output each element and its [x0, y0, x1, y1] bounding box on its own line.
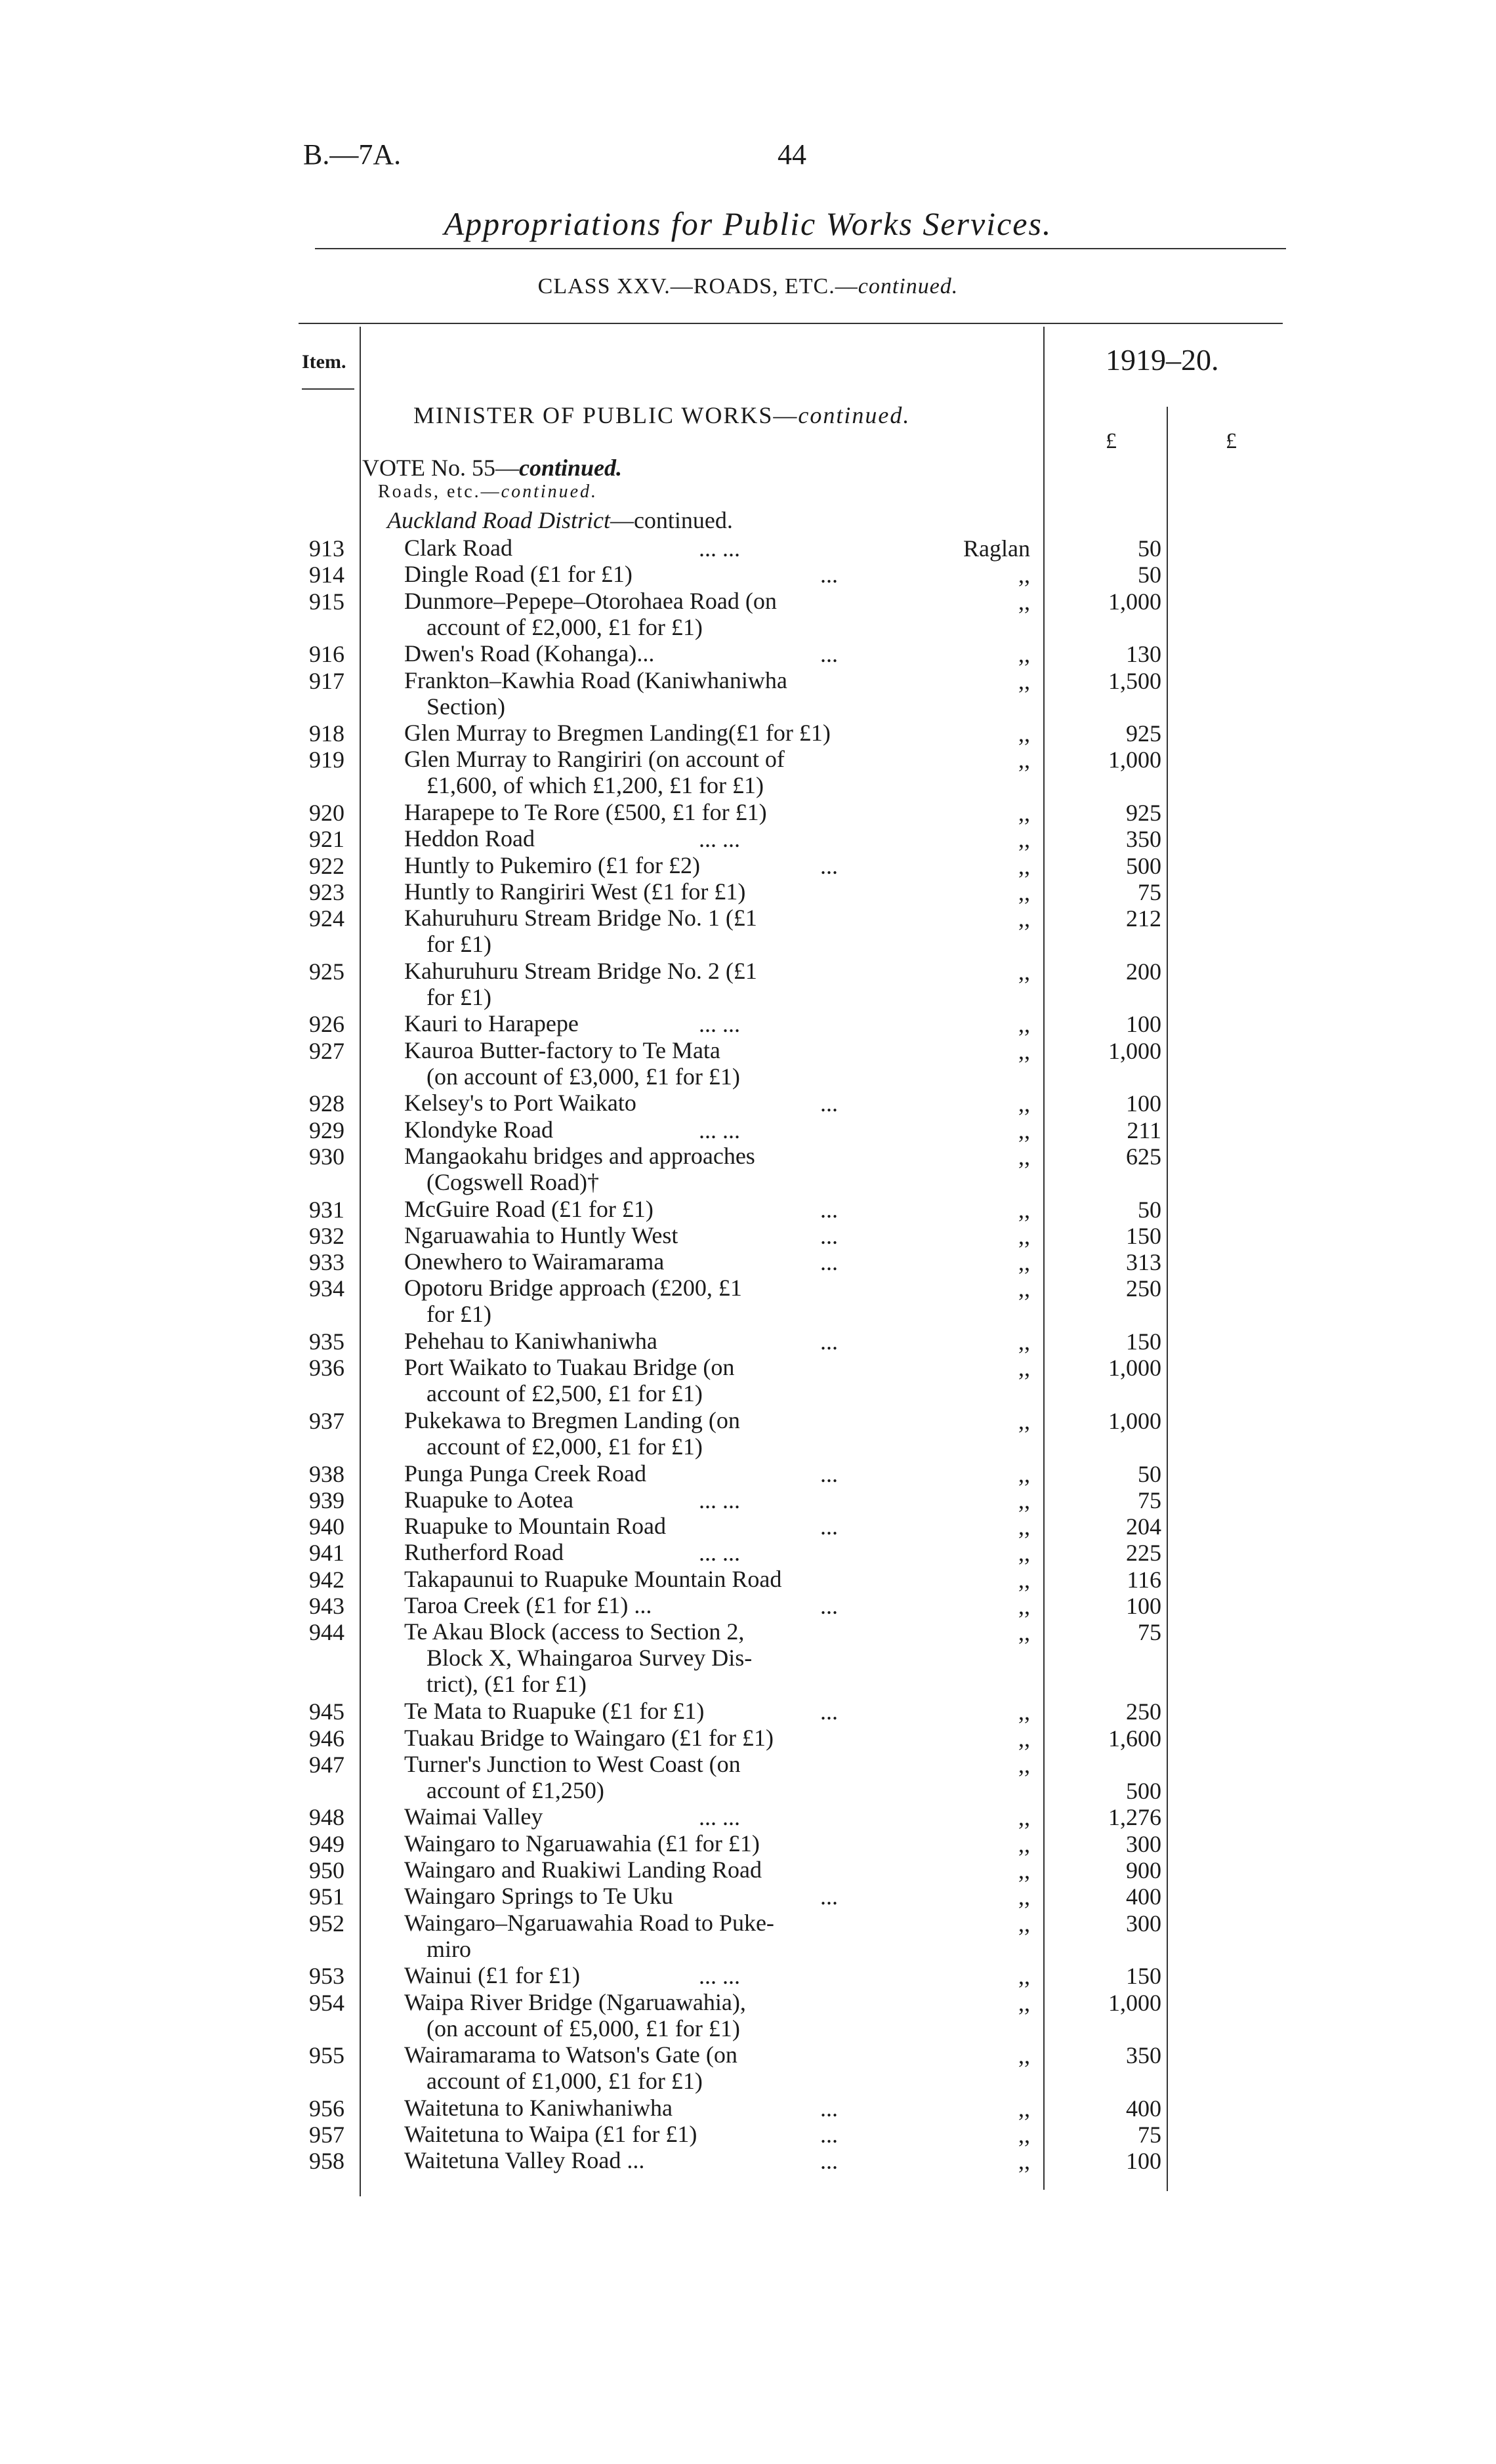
item-number: 940: [309, 1513, 344, 1540]
amount-value: 50: [1138, 1460, 1161, 1487]
amount-value: 75: [1138, 1487, 1161, 1513]
district-ditto: ,,: [1018, 958, 1030, 985]
item-number: 958: [309, 2148, 344, 2175]
amount-value: 130: [1126, 641, 1161, 668]
description-line: Onewhero to Wairamarama: [404, 1248, 665, 1275]
amount-value: 1,000: [1108, 1355, 1161, 1382]
item-number: 953: [309, 1963, 344, 1990]
district-ditto: ,,: [1018, 905, 1030, 932]
description-line: Wainui (£1 for £1): [404, 1962, 581, 1989]
item-description: [404, 1487, 942, 1513]
item-number: 952: [309, 1910, 344, 1937]
district-ditto: ,,: [1018, 667, 1030, 694]
district-ditto: ,,: [1018, 1883, 1030, 1910]
item-number: 918: [309, 720, 344, 747]
description-line: Dunmore–Pepepe–Otorohaea Road (on: [404, 587, 777, 614]
amount-value: 925: [1126, 720, 1161, 747]
amount-value: 75: [1138, 878, 1161, 905]
item-description: [404, 1910, 942, 1962]
amount-value: 1,000: [1108, 1037, 1161, 1064]
district-ditto: ,,: [1018, 641, 1030, 668]
item-description: [404, 1222, 942, 1248]
item-description: [404, 1196, 942, 1222]
district-ditto: ,,: [1018, 1619, 1030, 1646]
item-number: 946: [309, 1725, 344, 1752]
item-number: 920: [309, 800, 344, 826]
district-ditto: ,,: [1018, 2122, 1030, 2148]
amount-value: 250: [1126, 1275, 1161, 1302]
description-line: Waipa River Bridge (Ngaruawahia),: [404, 1988, 746, 2015]
amount-value: 100: [1126, 1593, 1161, 1619]
dot-leader: ...: [820, 2095, 838, 2122]
amount-value: 116: [1127, 1566, 1161, 1593]
description-line: for £1): [426, 983, 491, 1010]
item-number: 955: [309, 2042, 344, 2069]
description-line: Port Waikato to Tuakau Bridge (on: [404, 1354, 735, 1381]
item-number: 934: [309, 1275, 344, 1302]
item-description: [404, 1117, 942, 1143]
description-line: Waingaro and Ruakiwi Landing Road: [404, 1857, 762, 1883]
amount-value: 300: [1126, 1830, 1161, 1857]
item-number: 933: [309, 1249, 344, 1276]
district-ditto: ,,: [1018, 1355, 1030, 1382]
district-ditto: ,,: [1018, 1725, 1030, 1752]
description-line: account of £2,000, £1 for £1): [426, 1433, 703, 1460]
amount-value: 1,500: [1108, 667, 1161, 694]
item-description: [404, 2042, 942, 2094]
district-ditto: ,,: [1018, 1328, 1030, 1355]
description-line: Waingaro–Ngaruawahia Road to Puke-: [404, 1909, 774, 1936]
description-line: Waitetuna Valley Road ...: [404, 2147, 645, 2174]
dot-leader: ...: [820, 1328, 838, 1355]
item-description: [404, 640, 942, 667]
description-line: Klondyke Road: [404, 1116, 553, 1143]
item-description: [404, 1883, 942, 1909]
description-line: Taroa Creek (£1 for £1) ...: [404, 1592, 652, 1618]
amount-value: 150: [1126, 1222, 1161, 1249]
description-line: Dwen's Road (Kohanga)...: [404, 640, 655, 667]
amount-value: 225: [1126, 1540, 1161, 1567]
district-ditto: Raglan: [963, 535, 1030, 562]
description-line: Waitetuna to Kaniwhaniwha: [404, 2094, 673, 2121]
page-reference: B.—7A.: [303, 138, 402, 171]
district-ditto: ,,: [1018, 1830, 1030, 1857]
dot-leader: ...: [820, 1222, 838, 1249]
description-line: Kahuruhuru Stream Bridge No. 1 (£1: [404, 905, 757, 932]
dot-leader: ...: [820, 1196, 838, 1223]
district-ditto: ,,: [1018, 747, 1030, 773]
description-line: McGuire Road (£1 for £1): [404, 1195, 654, 1222]
district-ditto: ,,: [1018, 1407, 1030, 1434]
item-description: [404, 1857, 942, 1883]
year-column-header: 1919–20.: [1106, 343, 1219, 377]
item-description: [404, 720, 942, 746]
dot-leader: ... ...: [699, 535, 740, 562]
description-line: £1,600, of which £1,200, £1 for £1): [426, 772, 764, 799]
description-line: Pukekawa to Bregmen Landing (on: [404, 1407, 740, 1433]
amount-value: 100: [1126, 2148, 1161, 2175]
amount-value: 400: [1126, 1883, 1161, 1910]
item-number: 921: [309, 826, 344, 853]
district-ditto: ,,: [1018, 1249, 1030, 1276]
dot-leader: ... ...: [699, 1487, 740, 1513]
item-number: 951: [309, 1883, 344, 1910]
amount-value: 1,276: [1108, 1804, 1161, 1831]
district-ditto: ,,: [1018, 2148, 1030, 2175]
amount-value: 625: [1126, 1143, 1161, 1170]
district-ditto: ,,: [1018, 852, 1030, 879]
item-number: 950: [309, 1857, 344, 1883]
item-number: 944: [309, 1619, 344, 1646]
item-description: [404, 1539, 942, 1565]
amount-value: 100: [1126, 1090, 1161, 1117]
dot-leader: ... ...: [699, 1117, 740, 1143]
amount-value: 100: [1126, 1011, 1161, 1038]
description-line: Waingaro Springs to Te Uku: [404, 1883, 673, 1910]
roads-subheading: Roads, etc.—continued.: [378, 482, 598, 502]
page-title: Appropriations for Public Works Services.: [444, 205, 1052, 242]
item-description: [404, 535, 942, 561]
item-number: 942: [309, 1566, 344, 1593]
description-line: Harapepe to Te Rore (£500, £1 for £1): [404, 799, 767, 825]
item-number: 930: [309, 1143, 344, 1170]
item-number: 954: [309, 1989, 344, 2016]
dot-leader: ...: [820, 1883, 838, 1910]
district-ditto: ,,: [1018, 1090, 1030, 1117]
item-number: 925: [309, 958, 344, 985]
item-description: [404, 1830, 942, 1857]
district-ditto: ,,: [1018, 1989, 1030, 2016]
item-description: [404, 825, 942, 852]
item-number: 913: [309, 535, 344, 562]
description-line: Waitetuna to Waipa (£1 for £1): [404, 2121, 697, 2147]
amount-value: 1,000: [1108, 747, 1161, 773]
district-ditto: ,,: [1018, 1196, 1030, 1223]
dot-leader: ... ...: [699, 826, 740, 853]
item-description: [404, 1698, 942, 1724]
item-number: 947: [309, 1751, 344, 1778]
item-description: [404, 1513, 942, 1539]
item-number: 937: [309, 1407, 344, 1434]
amount-value: 50: [1138, 1196, 1161, 1223]
district-subheading: Auckland Road District—continued.: [387, 507, 733, 533]
item-number: 943: [309, 1593, 344, 1619]
district-ditto: ,,: [1018, 1037, 1030, 1064]
item-number: 928: [309, 1090, 344, 1117]
item-number: 935: [309, 1328, 344, 1355]
district-ditto: ,,: [1018, 2042, 1030, 2069]
item-description: [404, 1275, 942, 1327]
description-line: Glen Murray to Bregmen Landing(£1 for £1): [404, 720, 831, 747]
description-line: trict), (£1 for £1): [426, 1671, 587, 1698]
district-ditto: ,,: [1018, 720, 1030, 747]
item-description: [404, 1989, 942, 2042]
item-description: [404, 1143, 942, 1195]
description-line: Section): [426, 693, 505, 720]
item-number: 923: [309, 878, 344, 905]
description-line: Turner's Junction to West Coast (on: [404, 1750, 741, 1777]
description-line: Kauroa Butter-factory to Te Mata: [404, 1037, 720, 1063]
item-number: 932: [309, 1222, 344, 1249]
amount-value: 1,600: [1108, 1725, 1161, 1752]
description-line: Kelsey's to Port Waikato: [404, 1090, 636, 1117]
item-description: [404, 2095, 942, 2121]
amount-value: 200: [1126, 958, 1161, 985]
district-ditto: ,,: [1018, 878, 1030, 905]
amount-value: 313: [1126, 1249, 1161, 1276]
item-number: 945: [309, 1698, 344, 1725]
district-ditto: ,,: [1018, 1011, 1030, 1038]
item-column-header: Item.: [302, 351, 346, 373]
district-ditto: ,,: [1018, 1593, 1030, 1619]
district-ditto: ,,: [1018, 1963, 1030, 1990]
item-description: [404, 1592, 942, 1618]
district-ditto: ,,: [1018, 1751, 1030, 1778]
district-ditto: ,,: [1018, 2095, 1030, 2122]
amount-value: 150: [1126, 1963, 1161, 1990]
description-line: account of £1,000, £1 for £1): [426, 2068, 703, 2095]
dot-leader: ...: [820, 2148, 838, 2175]
item-description: [404, 878, 942, 905]
description-line: Ngaruawahia to Huntly West: [404, 1222, 678, 1248]
dot-leader: ...: [820, 852, 838, 879]
description-line: Huntly to Pukemiro (£1 for £2): [404, 852, 700, 878]
description-line: Ruapuke to Mountain Road: [404, 1513, 666, 1540]
district-ditto: ,,: [1018, 1540, 1030, 1567]
item-description: [404, 1354, 942, 1407]
item-description: [404, 1248, 942, 1275]
item-number: 924: [309, 905, 344, 932]
item-number: 956: [309, 2095, 344, 2122]
item-number: 949: [309, 1830, 344, 1857]
amount-value: 150: [1126, 1328, 1161, 1355]
description-line: Kauri to Harapepe: [404, 1010, 579, 1037]
item-description: [404, 588, 942, 640]
item-description: [404, 561, 942, 587]
item-number: 939: [309, 1487, 344, 1513]
district-ditto: ,,: [1018, 800, 1030, 826]
minister-heading: MINISTER OF PUBLIC WORKS—continued.: [413, 402, 911, 428]
description-line: Huntly to Rangiriri West (£1 for £1): [404, 878, 746, 905]
amount-value: 500: [1126, 1778, 1161, 1805]
dot-leader: ...: [820, 641, 838, 668]
item-description: [404, 1618, 942, 1697]
description-line: Clark Road: [404, 535, 512, 561]
district-ditto: ,,: [1018, 1117, 1030, 1143]
description-line: Glen Murray to Rangiriri (on account of: [404, 746, 785, 773]
amount-value: 211: [1127, 1117, 1161, 1143]
item-description: [404, 2121, 942, 2147]
dot-leader: ... ...: [699, 1963, 740, 1990]
description-line: (on account of £5,000, £1 for £1): [426, 2015, 740, 2042]
item-number: 948: [309, 1804, 344, 1831]
description-line: Mangaokahu bridges and approaches: [404, 1142, 755, 1169]
description-line: Dingle Road (£1 for £1): [404, 561, 633, 588]
district-ditto: ,,: [1018, 1275, 1030, 1302]
item-description: [404, 1010, 942, 1037]
item-number: 936: [309, 1355, 344, 1382]
description-line: Waingaro to Ngaruawahia (£1 for £1): [404, 1830, 760, 1857]
item-number: 922: [309, 852, 344, 879]
description-line: account of £1,250): [426, 1776, 604, 1803]
description-line: Te Mata to Ruapuke (£1 for £1): [404, 1698, 705, 1725]
description-line: account of £2,500, £1 for £1): [426, 1380, 703, 1407]
item-description: [404, 1962, 942, 1988]
amount-value: 400: [1126, 2095, 1161, 2122]
item-number: 938: [309, 1460, 344, 1487]
description-line: Waimai Valley: [404, 1803, 543, 1830]
amount-value: 1,000: [1108, 1407, 1161, 1434]
district-ditto: ,,: [1018, 826, 1030, 853]
amount-value: 75: [1138, 2122, 1161, 2148]
dot-leader: ... ...: [699, 1011, 740, 1038]
description-line: Frankton–Kawhia Road (Kaniwhaniwha: [404, 667, 787, 693]
item-number: 919: [309, 747, 344, 773]
description-line: Takapaunui to Ruapuke Mountain Road: [404, 1565, 782, 1592]
item-number: 931: [309, 1196, 344, 1223]
dot-leader: ...: [820, 1460, 838, 1487]
dot-leader: ...: [820, 1513, 838, 1540]
item-number: 941: [309, 1540, 344, 1567]
item-number: 927: [309, 1037, 344, 1064]
item-description: [404, 1725, 942, 1751]
amount-value: 212: [1126, 905, 1161, 932]
amount-value: 300: [1126, 1910, 1161, 1937]
description-line: for £1): [426, 1301, 491, 1328]
item-number: 917: [309, 667, 344, 694]
item-number: 926: [309, 1011, 344, 1038]
item-number: 929: [309, 1117, 344, 1143]
amount-value: 1,000: [1108, 1989, 1161, 2016]
district-ditto: ,,: [1018, 1857, 1030, 1883]
district-ditto: ,,: [1018, 1698, 1030, 1725]
district-ditto: ,,: [1018, 1222, 1030, 1249]
district-ditto: ,,: [1018, 1566, 1030, 1593]
description-line: Kahuruhuru Stream Bridge No. 2 (£1: [404, 957, 757, 984]
district-ditto: ,,: [1018, 562, 1030, 588]
pound-symbol-right: £: [1226, 429, 1237, 453]
dot-leader: ...: [820, 1698, 838, 1725]
description-line: Ruapuke to Aotea: [404, 1486, 573, 1513]
item-description: [404, 1037, 942, 1090]
district-ditto: ,,: [1018, 1910, 1030, 1937]
dot-leader: ...: [820, 562, 838, 588]
dot-leader: ...: [820, 1593, 838, 1619]
item-number: 915: [309, 588, 344, 615]
description-line: Pehehau to Kaniwhaniwha: [404, 1328, 657, 1354]
amount-value: 900: [1126, 1857, 1161, 1883]
district-ditto: ,,: [1018, 1143, 1030, 1170]
item-description: [404, 667, 942, 720]
description-line: Block X, Whaingaroa Survey Dis-: [426, 1645, 753, 1672]
item-number: 957: [309, 2122, 344, 2148]
amount-value: 50: [1138, 535, 1161, 562]
item-description: [404, 958, 942, 1010]
description-line: miro: [426, 1935, 471, 1962]
description-line: Te Akau Block (access to Section 2,: [404, 1618, 745, 1645]
amount-value: 250: [1126, 1698, 1161, 1725]
item-description: [404, 1090, 942, 1116]
item-number: 916: [309, 641, 344, 668]
vote-heading: VOTE No. 55—continued.: [362, 455, 623, 481]
amount-value: 500: [1126, 852, 1161, 879]
item-description: [404, 1328, 942, 1354]
description-line: Punga Punga Creek Road: [404, 1460, 646, 1487]
amount-value: 75: [1138, 1619, 1161, 1646]
amount-value: 1,000: [1108, 588, 1161, 615]
item-description: [404, 799, 942, 825]
dot-leader: ...: [820, 1090, 838, 1117]
description-line: Heddon Road: [404, 825, 535, 852]
district-ditto: ,,: [1018, 1513, 1030, 1540]
item-description: [404, 1566, 942, 1592]
amount-value: 350: [1126, 2042, 1161, 2069]
description-line: Opotoru Bridge approach (£200, £1: [404, 1275, 742, 1302]
item-description: [404, 852, 942, 878]
district-ditto: ,,: [1018, 588, 1030, 615]
item-description: [404, 905, 942, 957]
dot-leader: ...: [820, 1249, 838, 1276]
description-line: Tuakau Bridge to Waingaro (£1 for £1): [404, 1724, 774, 1751]
pound-symbol-left: £: [1106, 429, 1117, 453]
description-line: (on account of £3,000, £1 for £1): [426, 1063, 740, 1090]
item-description: [404, 1460, 942, 1487]
description-line: account of £2,000, £1 for £1): [426, 613, 703, 640]
district-ditto: ,,: [1018, 1487, 1030, 1513]
item-description: [404, 1751, 942, 1803]
description-line: (Cogswell Road)†: [426, 1168, 599, 1195]
district-ditto: ,,: [1018, 1460, 1030, 1487]
description-line: for £1): [426, 931, 491, 958]
dot-leader: ... ...: [699, 1804, 740, 1831]
class-heading: CLASS XXV.—ROADS, ETC.—continued.: [537, 274, 959, 298]
amount-value: 50: [1138, 562, 1161, 588]
dot-leader: ...: [820, 2122, 838, 2148]
amount-value: 925: [1126, 800, 1161, 826]
page-number: 44: [778, 138, 806, 171]
amount-value: 204: [1126, 1513, 1161, 1540]
district-ditto: ,,: [1018, 1804, 1030, 1831]
item-description: [404, 1803, 942, 1830]
dot-leader: ... ...: [699, 1540, 740, 1567]
item-description: [404, 1407, 942, 1460]
item-description: [404, 2147, 942, 2173]
description-line: Wairamarama to Watson's Gate (on: [404, 2042, 738, 2068]
amount-value: 350: [1126, 826, 1161, 853]
item-description: [404, 746, 942, 798]
item-number: 914: [309, 562, 344, 588]
description-line: Rutherford Road: [404, 1539, 564, 1566]
